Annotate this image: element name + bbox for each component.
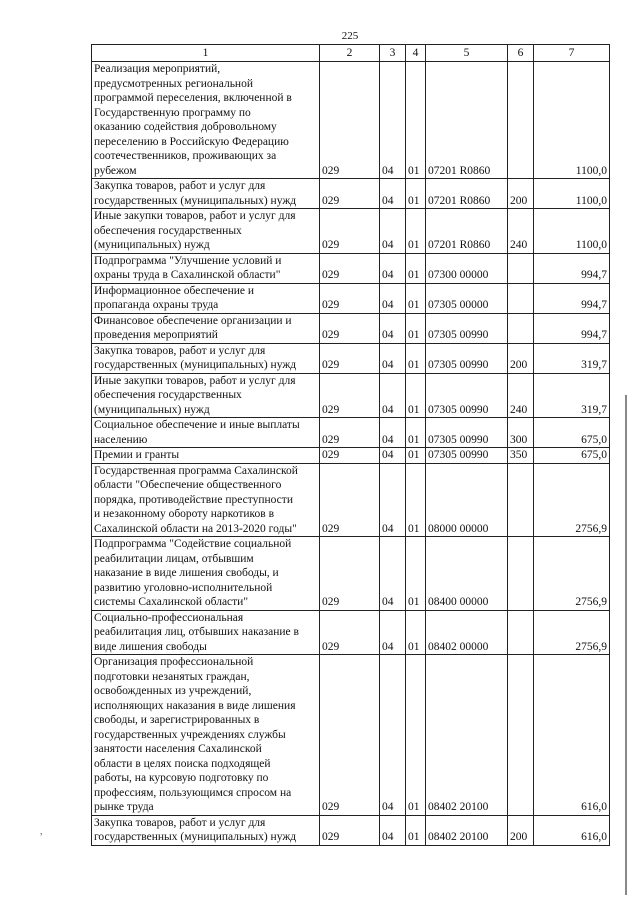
row-cell-c7: 994,7 bbox=[534, 253, 610, 283]
row-cell-c5: 07305 00990 bbox=[426, 313, 508, 343]
row-cell-c7: 319,7 bbox=[534, 343, 610, 373]
row-cell-c7: 1100,0 bbox=[534, 209, 610, 254]
row-cell-c4: 01 bbox=[406, 610, 426, 655]
row-cell-c3: 04 bbox=[380, 343, 406, 373]
row-cell-c2: 029 bbox=[320, 62, 380, 179]
row-cell-c7: 994,7 bbox=[534, 313, 610, 343]
row-cell-c2: 029 bbox=[320, 313, 380, 343]
row-name-cell: Социальное обеспечение и иные выплаты населению bbox=[92, 418, 320, 448]
row-cell-c4: 01 bbox=[406, 283, 426, 313]
row-cell-c7: 319,7 bbox=[534, 373, 610, 418]
row-cell-c6 bbox=[508, 313, 534, 343]
col-header-2: 2 bbox=[320, 45, 380, 62]
row-cell-c5: 08402 20100 bbox=[426, 815, 508, 845]
row-cell-c6: 200 bbox=[508, 815, 534, 845]
table-row bbox=[92, 373, 610, 418]
row-cell-c3: 04 bbox=[380, 815, 406, 845]
row-cell-c4: 01 bbox=[406, 463, 426, 537]
row-cell-c5: 07305 00990 bbox=[426, 448, 508, 464]
row-cell-c5: 08402 20100 bbox=[426, 655, 508, 816]
page-number: 225 bbox=[341, 30, 359, 42]
row-cell-c4: 01 bbox=[406, 179, 426, 209]
col-header-5: 5 bbox=[426, 45, 508, 62]
table-row bbox=[92, 209, 610, 254]
row-name-cell: Закупка товаров, работ и услуг для государственных (муниципальных) нужд bbox=[92, 343, 320, 373]
table-row bbox=[92, 815, 610, 845]
row-cell-c3: 04 bbox=[380, 655, 406, 816]
row-cell-c7: 675,0 bbox=[534, 418, 610, 448]
row-cell-c4: 01 bbox=[406, 373, 426, 418]
row-cell-c6: 200 bbox=[508, 179, 534, 209]
row-cell-c3: 04 bbox=[380, 209, 406, 254]
row-cell-c3: 04 bbox=[380, 418, 406, 448]
row-cell-c5: 07201 R0860 bbox=[426, 62, 508, 179]
row-name-cell: Подпрограмма "Улучшение условий и охраны труда в Сахалинской области" bbox=[92, 253, 320, 283]
table-row bbox=[92, 655, 610, 816]
row-cell-c7: 675,0 bbox=[534, 448, 610, 464]
row-cell-c2: 029 bbox=[320, 418, 380, 448]
row-cell-c3: 04 bbox=[380, 283, 406, 313]
row-cell-c6 bbox=[508, 537, 534, 611]
row-cell-c7: 1100,0 bbox=[534, 62, 610, 179]
col-header-3: 3 bbox=[380, 45, 406, 62]
row-cell-c2: 029 bbox=[320, 179, 380, 209]
row-cell-c6 bbox=[508, 62, 534, 179]
row-cell-c3: 04 bbox=[380, 62, 406, 179]
row-cell-c4: 01 bbox=[406, 343, 426, 373]
table-row bbox=[92, 610, 610, 655]
row-name-cell: Информационное обеспечение и пропаганда охраны труда bbox=[92, 283, 320, 313]
row-cell-c5: 07201 R0860 bbox=[426, 209, 508, 254]
row-cell-c5: 08000 00000 bbox=[426, 463, 508, 537]
row-cell-c2: 029 bbox=[320, 343, 380, 373]
row-cell-c3: 04 bbox=[380, 448, 406, 464]
row-cell-c5: 07305 00990 bbox=[426, 418, 508, 448]
col-header-4: 4 bbox=[406, 45, 426, 62]
row-cell-c4: 01 bbox=[406, 209, 426, 254]
row-name-cell: Государственная программа Сахалинской области "Обеспечение общественного порядка, противодействие преступности и незаконному обороту наркотиков в Сахалинской области на 2013-2020 годы" bbox=[92, 463, 320, 537]
margin-mark: , bbox=[40, 826, 43, 837]
table-row bbox=[92, 463, 610, 537]
row-cell-c4: 01 bbox=[406, 655, 426, 816]
row-cell-c3: 04 bbox=[380, 179, 406, 209]
row-cell-c2: 029 bbox=[320, 537, 380, 611]
row-cell-c5: 07305 00990 bbox=[426, 343, 508, 373]
row-cell-c6: 350 bbox=[508, 448, 534, 464]
row-name-cell: Премии и гранты bbox=[92, 448, 320, 464]
row-cell-c2: 029 bbox=[320, 463, 380, 537]
row-cell-c5: 07201 R0860 bbox=[426, 179, 508, 209]
row-cell-c3: 04 bbox=[380, 373, 406, 418]
col-header-1: 1 bbox=[92, 45, 320, 62]
row-name-cell: Подпрограмма "Содействие социальной реабилитации лицам, отбывшим наказание в виде лишения свободы, и развитию уголовно-исполнительной системы Сахалинской области" bbox=[92, 537, 320, 611]
row-name-cell: Финансовое обеспечение организации и проведения мероприятий bbox=[92, 313, 320, 343]
table-row bbox=[92, 418, 610, 448]
row-cell-c3: 04 bbox=[380, 463, 406, 537]
row-cell-c6: 300 bbox=[508, 418, 534, 448]
table-row bbox=[92, 62, 610, 179]
row-cell-c3: 04 bbox=[380, 610, 406, 655]
row-cell-c3: 04 bbox=[380, 253, 406, 283]
row-cell-c2: 029 bbox=[320, 373, 380, 418]
row-cell-c7: 2756,9 bbox=[534, 610, 610, 655]
row-cell-c7: 2756,9 bbox=[534, 463, 610, 537]
row-cell-c6 bbox=[508, 655, 534, 816]
row-cell-c7: 994,7 bbox=[534, 283, 610, 313]
row-name-cell: Иные закупки товаров, работ и услуг для обеспечения государственных (муниципальных) нужд bbox=[92, 209, 320, 254]
row-cell-c6 bbox=[508, 253, 534, 283]
row-cell-c6: 240 bbox=[508, 373, 534, 418]
row-name-cell: Иные закупки товаров, работ и услуг для обеспечения государственных (муниципальных) нужд bbox=[92, 373, 320, 418]
row-cell-c5: 07300 00000 bbox=[426, 253, 508, 283]
row-name-cell: Организация профессиональной подготовки незанятых граждан, освобожденных из учреждений, исполняющих наказания в виде лишения свободы, и зарегистрированных в государственных учреждениях службы занятости населения Сахалинской области в целях поиска подходящей работы, на курсовую подготовку по профессиям, пользующимся спросом на рынке труда bbox=[92, 655, 320, 816]
row-cell-c3: 04 bbox=[380, 537, 406, 611]
row-cell-c2: 029 bbox=[320, 815, 380, 845]
table-body bbox=[92, 62, 610, 846]
row-cell-c4: 01 bbox=[406, 253, 426, 283]
table-row bbox=[92, 448, 610, 464]
row-name-cell: Закупка товаров, работ и услуг для государственных (муниципальных) нужд bbox=[92, 815, 320, 845]
row-cell-c6: 240 bbox=[508, 209, 534, 254]
row-cell-c5: 07305 00000 bbox=[426, 283, 508, 313]
table-row bbox=[92, 253, 610, 283]
row-name-cell: Реализация мероприятий, предусмотренных региональной программой переселения, включенной в Государственную программу по оказанию содействия добровольному переселению в Российскую Федерацию соотечественников, проживающих за рубежом bbox=[92, 62, 320, 179]
row-cell-c6 bbox=[508, 610, 534, 655]
right-margin-line bbox=[625, 395, 627, 895]
row-cell-c2: 029 bbox=[320, 283, 380, 313]
row-cell-c2: 029 bbox=[320, 448, 380, 464]
table-row bbox=[92, 283, 610, 313]
row-cell-c2: 029 bbox=[320, 610, 380, 655]
row-cell-c3: 04 bbox=[380, 313, 406, 343]
row-cell-c6: 200 bbox=[508, 343, 534, 373]
row-cell-c7: 2756,9 bbox=[534, 537, 610, 611]
row-cell-c5: 08400 00000 bbox=[426, 537, 508, 611]
row-cell-c4: 01 bbox=[406, 313, 426, 343]
row-cell-c2: 029 bbox=[320, 253, 380, 283]
row-cell-c4: 01 bbox=[406, 537, 426, 611]
budget-table bbox=[91, 44, 610, 846]
row-cell-c5: 07305 00990 bbox=[426, 373, 508, 418]
row-cell-c7: 1100,0 bbox=[534, 179, 610, 209]
col-header-6: 6 bbox=[508, 45, 534, 62]
table-row bbox=[92, 179, 610, 209]
row-cell-c5: 08402 00000 bbox=[426, 610, 508, 655]
row-name-cell: Закупка товаров, работ и услуг для государственных (муниципальных) нужд bbox=[92, 179, 320, 209]
row-cell-c4: 01 bbox=[406, 418, 426, 448]
table-row bbox=[92, 343, 610, 373]
row-cell-c6 bbox=[508, 283, 534, 313]
row-cell-c2: 029 bbox=[320, 655, 380, 816]
header-row bbox=[92, 45, 610, 62]
row-cell-c7: 616,0 bbox=[534, 655, 610, 816]
table-row bbox=[92, 537, 610, 611]
table-row bbox=[92, 313, 610, 343]
row-cell-c7: 616,0 bbox=[534, 815, 610, 845]
col-header-7: 7 bbox=[534, 45, 610, 62]
row-name-cell: Социально-профессиональная реабилитация лиц, отбывших наказание в виде лишения свободы bbox=[92, 610, 320, 655]
row-cell-c4: 01 bbox=[406, 62, 426, 179]
row-cell-c6 bbox=[508, 463, 534, 537]
row-cell-c2: 029 bbox=[320, 209, 380, 254]
row-cell-c4: 01 bbox=[406, 448, 426, 464]
row-cell-c4: 01 bbox=[406, 815, 426, 845]
